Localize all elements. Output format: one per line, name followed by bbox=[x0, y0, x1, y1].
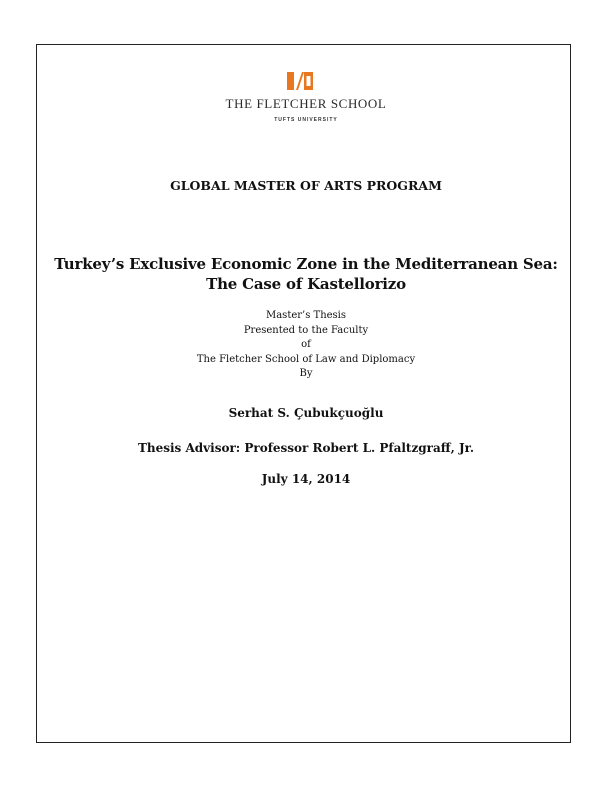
submission-statement bbox=[0, 309, 612, 382]
fletcher-emblem-icon bbox=[287, 72, 313, 90]
thesis-advisor: Thesis Advisor: Professor Robert L. Pfaltzgraff, Jr. bbox=[137, 441, 475, 455]
submission-line: Presented to the Faculty bbox=[243, 324, 369, 336]
submission-line: Master’s Thesis bbox=[265, 310, 347, 321]
school-name: THE FLETCHER SCHOOL bbox=[225, 96, 387, 111]
submission-date: July 14, 2014 bbox=[261, 472, 351, 486]
thesis-title bbox=[0, 254, 612, 294]
author-name: Serhat S. Çubukçuoğlu bbox=[228, 406, 384, 420]
page-border bbox=[36, 44, 571, 743]
university-name: TUFTS UNIVERSITY bbox=[274, 117, 338, 123]
submission-line: By bbox=[299, 368, 313, 379]
submission-line: The Fletcher School of Law and Diplomacy bbox=[196, 353, 416, 365]
submission-line: of bbox=[301, 339, 311, 350]
program-heading: GLOBAL MASTER OF ARTS PROGRAM bbox=[170, 178, 442, 193]
thesis-title-line: The Case of Kastellorizo bbox=[206, 275, 406, 293]
thesis-title-line: Turkey’s Exclusive Economic Zone in the Mediterranean Sea: bbox=[54, 255, 558, 273]
